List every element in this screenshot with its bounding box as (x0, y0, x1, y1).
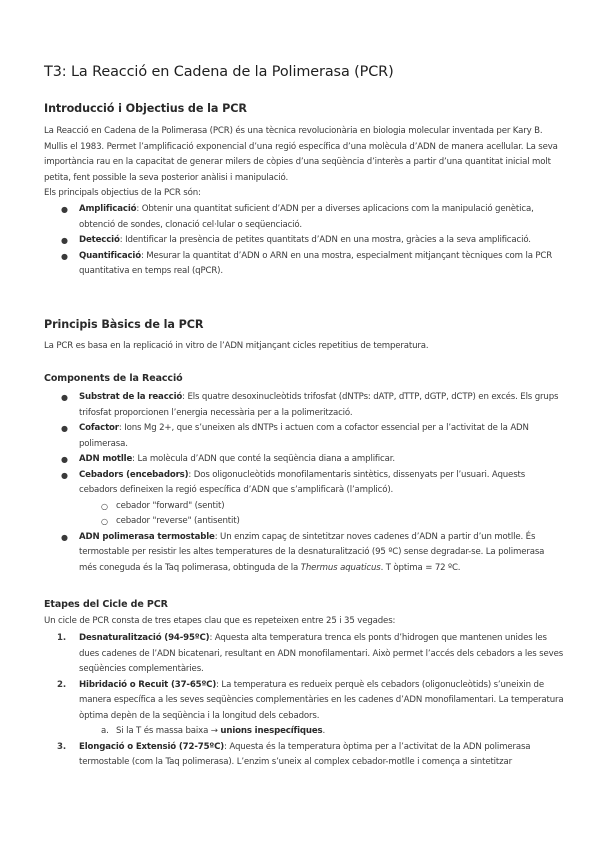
objectives-list (44, 202, 564, 280)
list-item: ● ADN polimerasa termostable: Un enzim capaç de sintetitzar noves cadenes d’ADN a partir d’un motlle. És termostable per resistir les altes temperatures de la desnaturalització (95 ºC) sense degradar-se. La polimerasa més coneguda és la Taq polimerasa, obtinguda de la Thermus aquaticus. T òptima = 72 ºC. (61, 531, 545, 573)
circle-bullet-icon: ○ (101, 501, 108, 511)
list-item: ● Quantificació: Mesurar la quantitat d’ADN o ARN en una mostra, especialment mitjançant tècniques com la PCR quantitativa en temps real (qPCR). (61, 250, 553, 276)
list-item: ● Cofactor: Ions Mg 2+, que s’uneixen als dNTPs i actuen com a cofactor essencial per a l’activitat de la ADN polimerasa. (61, 423, 529, 449)
bullet-icon: ● (61, 236, 68, 245)
intro-paragraph: La Reacció en Cadena de la Polimerasa (PCR) és una tècnica revolucionària en biologia molecular inventada per Kary B. Mullis el 1983. Permet l’amplificació exponencial d’una regió específica d’una molècula d’ADN de manera acellular. La seva importància rau en la capacitat de generar milers de còpies d’una seqüència d’interès a partir d’una quantitat inicial molt petita, fent possible la seva posterior anàlisi i manipulació. (44, 126, 558, 183)
list-item: 3. Elongació o Extensió (72-75ºC): Aquesta és la temperatura òptima per a l’activitat de la ADN polimerasa termostable (com la Taq polimerasa). L’enzim s’uneix al complex cebador-motlle i comença a sintetitzar (57, 741, 531, 767)
steps-list (44, 631, 564, 771)
list-item: 2. Hibridació o Recuit (37-65ºC): La temperatura es redueix perquè els cebadors (oligonucleòtids) s’uneixin de manera específica a les seves seqüències complementàries en les cadenes d’ADN monofilamentari. La temperatura òptima depèn de la seqüència i la longitud dels cebadors. (57, 679, 564, 721)
subsection-heading-components: Components de la Reacció (44, 373, 183, 384)
bullet-icon: ● (61, 205, 68, 214)
bullet-icon: ● (61, 455, 68, 464)
bullet-icon: ● (61, 393, 68, 402)
etapes-paragraph: Un cicle de PCR consta de tres etapes clau que es repeteixen entre 25 i 35 vegades: (44, 616, 396, 626)
principis-paragraph: La PCR es basa en la replicació in vitro de l’ADN mitjançant cicles repetitius de temperatura. (44, 341, 429, 351)
circle-bullet-icon: ○ (101, 517, 108, 526)
sub-note: a. Si la T és massa baixa → unions inespecífiques. (101, 726, 326, 736)
subsection-heading-etapes: Etapes del Cicle de PCR (44, 599, 168, 610)
bullet-icon: ● (61, 470, 68, 480)
list-item: ● ADN motlle: La molècula d’ADN que conté la seqüència diana a amplificar. (44, 452, 564, 468)
section-heading-principis: Principis Bàsics de la PCR (44, 318, 204, 331)
primer-item: ○ cebador "forward" (sentit) (44, 499, 564, 515)
section-heading-intro: Introducció i Objectius de la PCR (44, 102, 247, 115)
list-item: 1. Desnaturalització (94-95ºC): Aquesta alta temperatura trenca els ponts d’hidrogen que mantenen unides les dues cadenes de l’ADN bicatenari, resultant en ADN monofilamentari. Això permet l’accés dels cebadors a les seves seqüències complementàries. (57, 633, 564, 674)
objectives-intro: Els principals objectius de la PCR són: (44, 188, 201, 198)
components-list (44, 390, 564, 576)
document-title: T3: La Reacció en Cadena de la Polimerasa (PCR) (44, 64, 394, 80)
list-item: ● Substrat de la reacció: Els quatre desoxinucleòtids trifosfat (dNTPs: dATP, dTTP, dGTP, dCTP) en excés. Els grups trifosfat proporcionen l’energia necessària per a la polimerització. (61, 392, 559, 418)
bullet-icon: ● (61, 532, 68, 542)
primer-item: ○ cebador "reverse" (antisentit) (44, 514, 564, 530)
list-item: ● Cebadors (encebadors): Dos oligonucleòtids monofilamentaris sintètics, dissenyats per l’usuari. Aquests cebadors defineixen la regió específica d’ADN que s’amplificarà (l’amplicó). (61, 469, 526, 495)
list-item: ● Detecció: Identificar la presència de petites quantitats d’ADN en una mostra, gràcies a la seva amplificació. (44, 233, 564, 249)
bullet-icon: ● (61, 424, 68, 433)
list-item: ● Amplificació: Obtenir una quantitat suficient d’ADN per a diverses aplicacions com la manipulació genètica, obtenció de sondes, clonació cel·lular o seqüenciació. (61, 204, 534, 230)
bullet-icon: ● (61, 251, 68, 261)
